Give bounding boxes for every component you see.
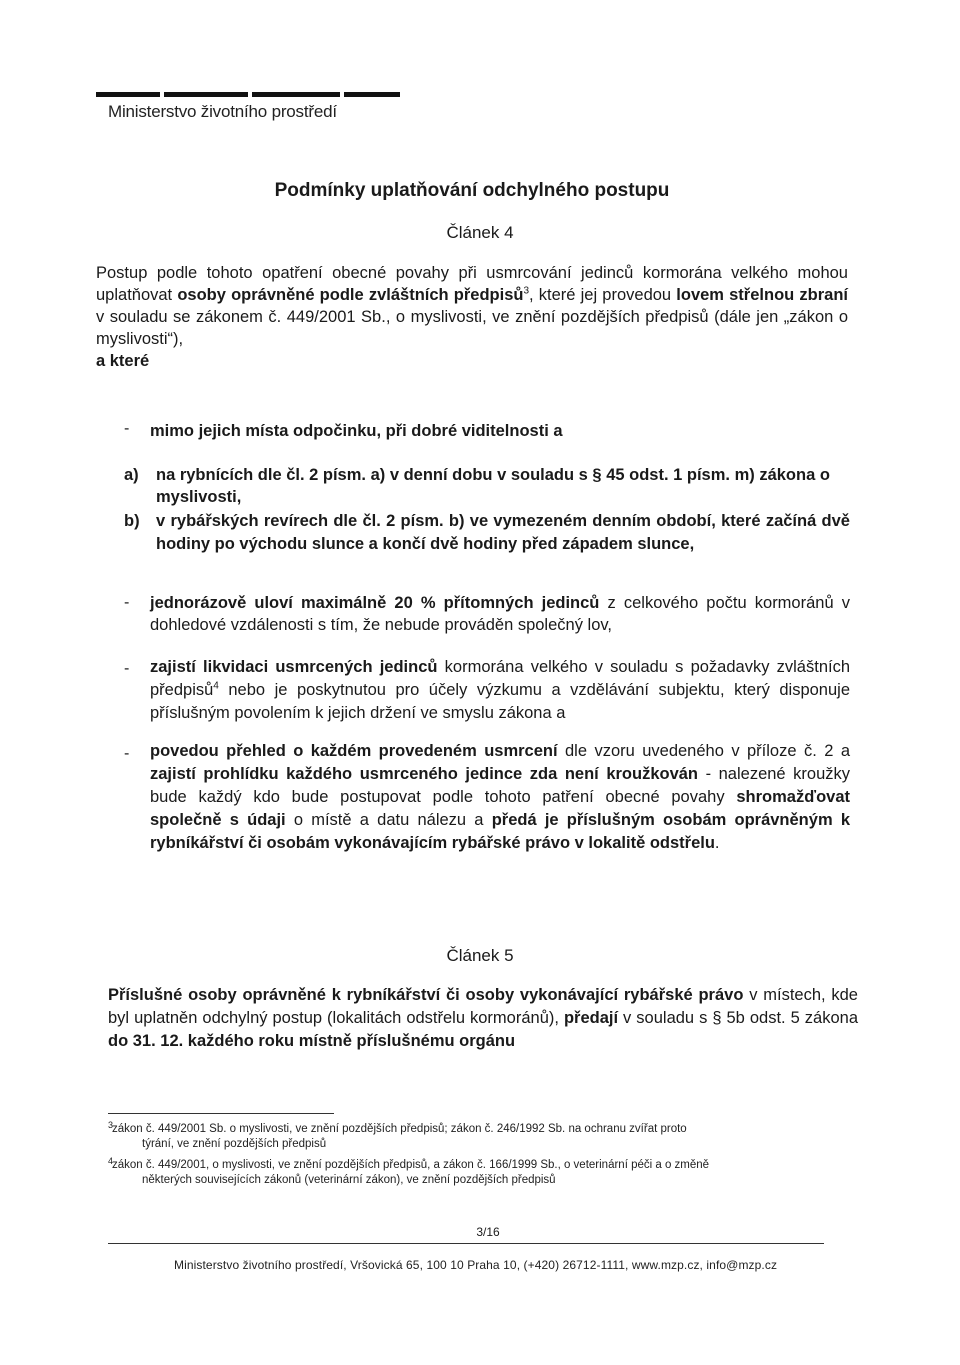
list-item-4: povedou přehled o každém provedeném usmrcení dle vzoru uvedeného v příloze č. 2 a zajistí prohlídku každého usmrceného jedince zda není kroužkován - nalezené kroužky bude každý kdo bude postupovat podle tohoto patření obecné povahy shromažďovat společně s údaji o místě a datu nálezu a předá je příslušným osobám oprávněným k rybníkářství či osobám vykonávajícím rybářské právo v lokalitě odstřelu. — [150, 742, 851, 852]
list-dash: - — [124, 594, 130, 611]
footnote-separator — [108, 1113, 334, 1114]
section-title: Podmínky uplatňování odchylného postupu — [274, 180, 670, 201]
article-5-text: Příslušné osoby oprávněné k rybníkářství či osoby vykonávající rybářské právo v místech, kde byl uplatněn odchylný postup (lokalitách odstřelu kormoránů), předají v souladu s § 5b odst. 5 zákona do 31. 12. každého roku místně příslušnému orgánu — [108, 986, 858, 1050]
list-dash: - — [124, 420, 130, 437]
list-dash: - — [124, 745, 130, 762]
list-item-1: mimo jejich místa odpočinku, při dobré viditelnosti a — [150, 422, 563, 440]
subitem-b-label: b) — [124, 512, 140, 530]
subitem-a-label: a) — [124, 466, 139, 484]
page-number: 3/16 — [476, 1225, 500, 1239]
header-logo-bars — [96, 92, 400, 97]
article-4-heading: Článek 4 — [446, 223, 514, 242]
subitem-a-text: na rybnících dle čl. 2 písm. a) v denní dobu v souladu s § 45 odst. 1 písm. m) zákona o myslivosti, — [156, 466, 830, 506]
ministry-name: Ministerstvo životního prostředí — [108, 102, 337, 121]
subitem-b-text: v rybářských revírech dle čl. 2 písm. b) ve vymezeném denním období, které začíná dvě hodiny po východu slunce a končí dvě hodiny před západem slunce, — [156, 512, 850, 553]
article-5-heading: Článek 5 — [446, 946, 514, 965]
footer-separator — [108, 1243, 824, 1244]
footnote-4: 4 zákon č. 449/2001, o myslivosti, ve znění pozdějších předpisů, a zákon č. 166/1999 Sb., o veterinární péči a o změně některých souvisejících zákonů (veterinární zákon), ve znění pozdějších předpisů — [108, 1156, 710, 1186]
list-item-3: zajistí likvidaci usmrcených jedinců kormorána velkého v souladu s požadavky zvláštních předpisů$^4$ nebo je poskytnutou pro účely výzkumu a vzdělávání subjektu, který disponuje příslušným povolením k jejich držení ve smyslu zákona a — [150, 658, 851, 722]
list-dash: - — [124, 660, 130, 677]
article-4-intro: Postup podle tohoto opatření obecné povahy při usmrcování jedinců kormorána velkého mohou uplatňovat osoby oprávněné podle zvláštních předpisů$^3$, které jej provedou lovem střelnou zbraní v souladu se zákonem č. 449/2001 Sb., o myslivosti, ve znění pozdějších předpisů (dále jen „zákon o myslivosti“), a které — [96, 264, 848, 370]
footnote-3: 3 zákon č. 449/2001 Sb. o myslivosti, ve znění pozdějších předpisů; zákon č. 246/1992 Sb. na ochranu zvířat proto týrání, ve znění pozdějších předpisů — [108, 1120, 687, 1150]
footer-address: Ministerstvo životního prostředí, Vršovická 65, 100 10 Praha 10, (+420) 26712-1111, www.mzp.cz, info@mzp.cz — [174, 1258, 778, 1272]
list-item-2: jednorázově uloví maximálně 20 % přítomných jedinců z celkového počtu kormoránů v dohledové vzdálenosti s tím, že nebude prováděn společný lov, — [150, 594, 850, 634]
